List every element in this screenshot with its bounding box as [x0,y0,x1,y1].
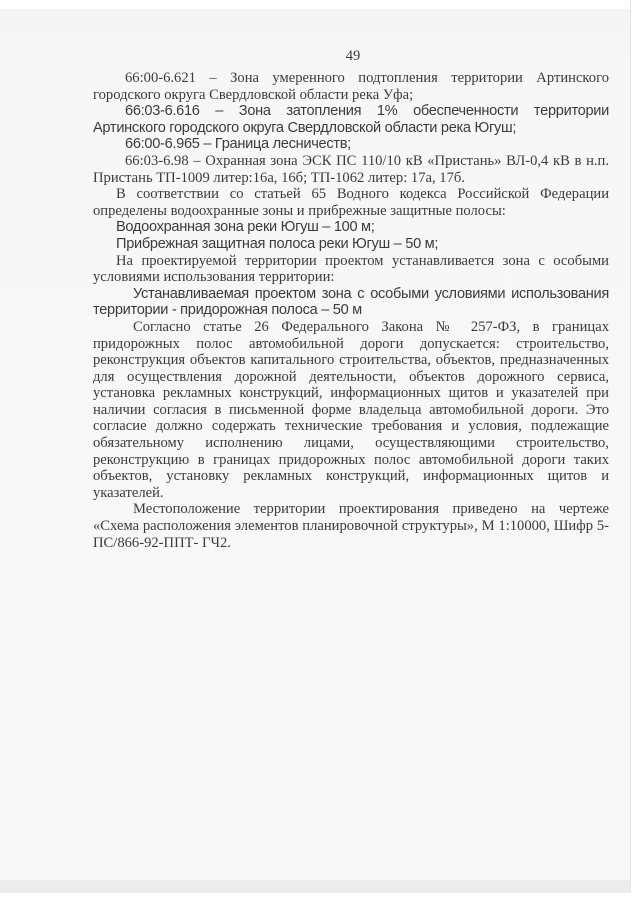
paragraph-zone-flood-yugush: 66:03-6.616 – Зона затопления 1% обеспеченности территории Артинского городского округа Свердловской области река Югуш; [93,103,609,136]
paragraph-location-drawing: Местоположение территории проектирования приведено на чертеже «Схема расположения элементов планировочной структуры», М 1:10000, Шифр 5-ПС/866-92-ППТ- ГЧ2. [93,501,609,551]
scan-top-edge [0,0,630,9]
page-number: 49 [345,48,361,64]
paragraph-forestry-border: 66:00-6.965 – Граница лесничеств; [125,136,351,153]
paragraph-protection-zone-esk: 66:03-6.98 – Охранная зона ЭСК ПС 110/10 кВ «Пристань» ВЛ-0,4 кВ в н.п. Пристань ТП-1009 литер:16а, 16б; ТП-1062 литер: 17а, 17б. [93,152,609,186]
document-body [93,70,609,551]
scan-bottom-edge [0,880,630,893]
paragraph-water-code: В соответствии со статьей 65 Водного кодекса Российской Федерации определены водоохранные зоны и прибрежные защитные полосы: [93,186,609,219]
paragraph-roadside-strip: Устанавливаемая проектом зона с особыми условиями использования территории - придорожная полоса – 50 м [93,285,609,319]
paragraph-zone-flooding-ufa: 66:00-6.621 – Зона умеренного подтопления территории Артинского городского округа Свердловской области река Уфа; [93,70,609,103]
paragraph-coastal-strip: Прибрежная защитная полоса реки Югуш – 50 м; [116,235,439,252]
paragraph-water-protection-zone: Водоохранная зона реки Югуш – 100 м; [116,219,375,236]
paragraph-federal-law: Согласно статье 26 Федерального Закона № 257-ФЗ, в границах придорожных полос автомобильной дороги допускается: строительство, реконструкция объектов капитального строительства, объектов, предназначенных для осуществления дорожной деятельности, объектов дорожного сервиса, установка рекламных конструкций, информационных щитов и указателей при наличии согласия в письменной форме владельца автомобильной дороги. Это согласие должно содержать технические требования и условия, подлежащие обязательному исполнению лицами, осуществляющими строительство, реконструкцию в границах придорожных полос автомобильной дороги таких объектов, установку рекламных конструкций, информационных щитов и указателей. [93,318,609,501]
paragraph-special-zone: На проектируемой территории проектом устанавливается зона с особыми условиями использования территории: [93,252,609,286]
